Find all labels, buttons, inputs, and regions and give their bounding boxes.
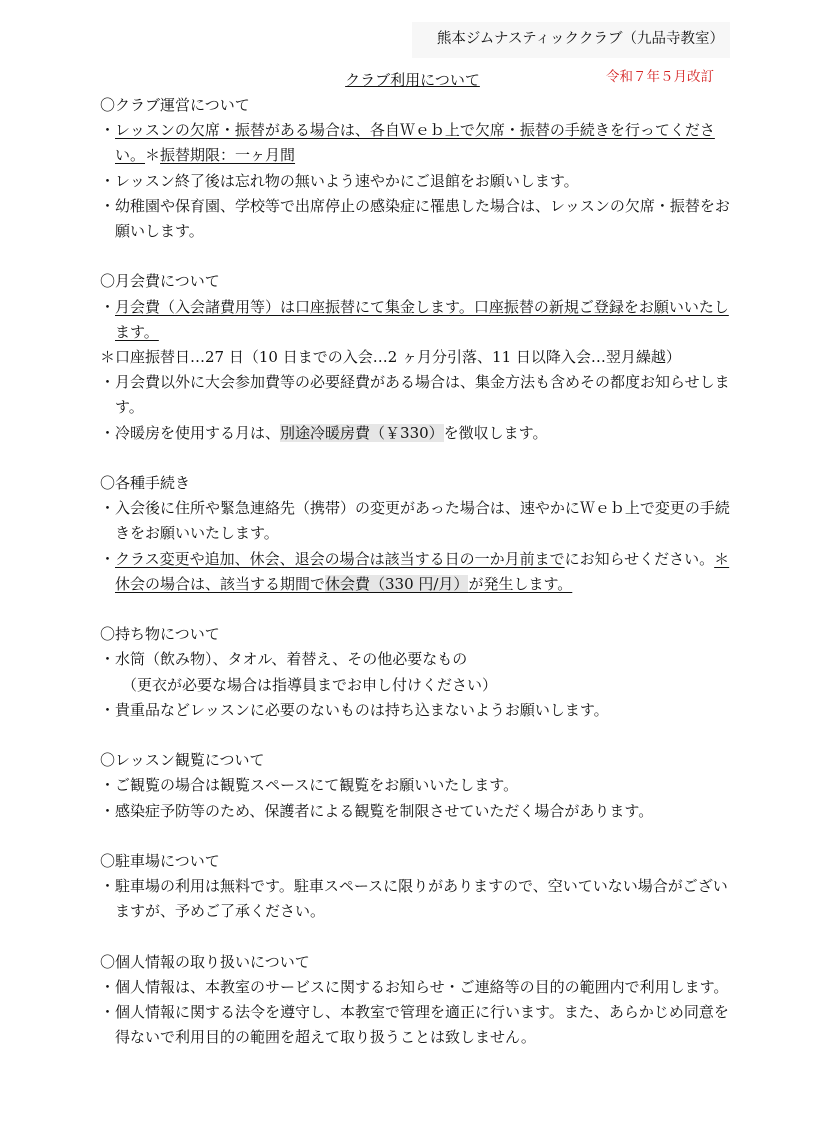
underlined-text: レッスンの欠席・振替がある場合は、各自Ｗｅｂ上で欠席・振替の手続きを行ってください。 [115,121,715,165]
list-item: ・ご観覧の場合は観覧スペースにて観覧をお願いいたします。 [100,776,519,795]
list-item: ・レッスン終了後は忘れ物の無いよう速やかにご退館をお願いします。 [100,171,579,190]
list-item-text: 水筒（飲み物）、タオル、着替え、その他必要なもの [115,650,468,669]
list-item: ・冷暖房を使用する月は、別途冷暖房費（￥330）を徴収します。 [100,423,548,442]
list-item: ・水筒（飲み物）、タオル、着替え、その他必要なもの [100,650,468,669]
highlighted-text: 休会費（330 円/月） [325,574,469,593]
list-item: ・個人情報は、本教室のサービスに関するお知らせ・ご連絡等の目的の範囲内で利用します。 [100,978,729,997]
note-mark: ＊ [145,146,161,165]
list-item-text: 感染症予防等のため、保護者による観覧を制限させていただく場合があります。 [115,801,654,820]
list-item-text: にお知らせください。 [564,549,715,568]
highlighted-text: 別途冷暖房費（￥330） [280,423,444,442]
section-heading-procedures: 〇各種手続き [100,474,191,493]
list-item-subnote: （更衣が必要な場合は指導員までお申し付けください） [122,675,498,694]
section-heading-belongings: 〇持ち物について [100,625,220,644]
list-item: ・月会費（入会諸費用等）は口座振替にて集金します。口座振替の新規ご登録をお願いいたします。 [100,297,729,341]
list-item-text: 駐車場の利用は無料です。駐車スペースに限りがありますので、空いていない場合がございますが、予めご了承ください。 [115,877,728,921]
list-item: ・貴重品などレッスンに必要のないものは持ち込まないようお願いします。 [100,700,609,719]
list-item-text: 冷暖房を使用する月は、 [115,423,281,442]
list-item-text: 幼稚園や保育園、学校等で出席停止の感染症に罹患した場合は、レッスンの欠席・振替をお願いします。 [115,196,730,241]
list-item-text: 個人情報は、本教室のサービスに関するお知らせ・ご連絡等の目的の範囲内で利用します。 [115,978,729,997]
section-heading-personal-info: 〇個人情報の取り扱いについて [100,952,310,971]
list-item-text: 月会費以外に大会参加費等の必要経費がある場合は、集金方法も含めその都度お知らせします。 [115,373,730,417]
list-item-text: を徴収します。 [443,423,548,442]
list-item: ・幼稚園や保育園、学校等で出席停止の感染症に罹患した場合は、レッスンの欠席・振替をお願いします。 [100,196,730,241]
list-item-text: ご観覧の場合は観覧スペースにて観覧をお願いいたします。 [115,776,519,795]
underlined-text: が発生します。 [468,574,573,593]
list-item: ・月会費以外に大会参加費等の必要経費がある場合は、集金方法も含めその都度お知らせします。 [100,373,730,417]
underlined-text: ＊休会の場合は、該当する期間で [115,549,730,593]
underlined-text: 振替期限：一ヶ月間 [160,146,296,165]
list-item-text: 個人情報に関する法令を遵守し、本教室で管理を適正に行います。また、あらかじめ同意を得ないで利用目的の範囲を超えて取り扱うことは致しません。 [115,1003,729,1047]
document-body [100,93,735,1051]
revision-date: 令和７年５月改訂 [606,69,714,85]
section-heading-lesson-viewing: 〇レッスン観覧について [100,751,265,770]
section-heading-parking: 〇駐車場について [100,852,220,871]
underlined-text: 月会費（入会諸費用等）は口座振替にて集金します。口座振替の新規ご登録をお願いいたします。 [115,297,729,341]
list-item: ・入会後に住所や緊急連絡先（携帯）の変更があった場合は、速やかにＷｅｂ上で変更の手続きをお願いいたします。 [100,499,730,543]
list-item: ・レッスンの欠席・振替がある場合は、各自Ｗｅｂ上で欠席・振替の手続きを行ってください。＊振替期限：一ヶ月間 [100,121,715,165]
list-item-text: 貴重品などレッスンに必要のないものは持ち込まないようお願いします。 [115,700,609,719]
list-item: ・個人情報に関する法令を遵守し、本教室で管理を適正に行います。また、あらかじめ同意を得ないで利用目的の範囲を超えて取り扱うことは致しません。 [100,1003,729,1047]
transfer-date-note: ＊口座振替日…27 日（10 日までの入会…2 ヶ月分引落、11 日以降入会…翌月繰越） [100,348,681,367]
section-heading-club-operation: 〇クラブ運営について [100,96,250,114]
list-item: ・感染症予防等のため、保護者による観覧を制限させていただく場合があります。 [100,801,654,820]
underlined-text: クラス変更や追加、休会、退会の場合は該当する日の一か月前まで [115,549,565,568]
section-heading-monthly-fee: 〇月会費について [100,272,220,291]
list-item-text: レッスン終了後は忘れ物の無いよう速やかにご退館をお願いします。 [115,171,579,190]
list-item-text: 入会後に住所や緊急連絡先（携帯）の変更があった場合は、速やかにＷｅｂ上で変更の手続きをお願いいたします。 [115,499,730,543]
document-title-text: クラブ利用について [345,71,480,89]
organization-name: 熊本ジムナスティッククラブ（九品寺教室） [412,22,730,58]
list-item: ・駐車場の利用は無料です。駐車スペースに限りがありますので、空いていない場合がございますが、予めご了承ください。 [100,877,728,921]
list-item: ・クラス変更や追加、休会、退会の場合は該当する日の一か月前までにお知らせください。＊休会の場合は、該当する期間で休会費（330 円/月）が発生します。 [100,549,730,593]
